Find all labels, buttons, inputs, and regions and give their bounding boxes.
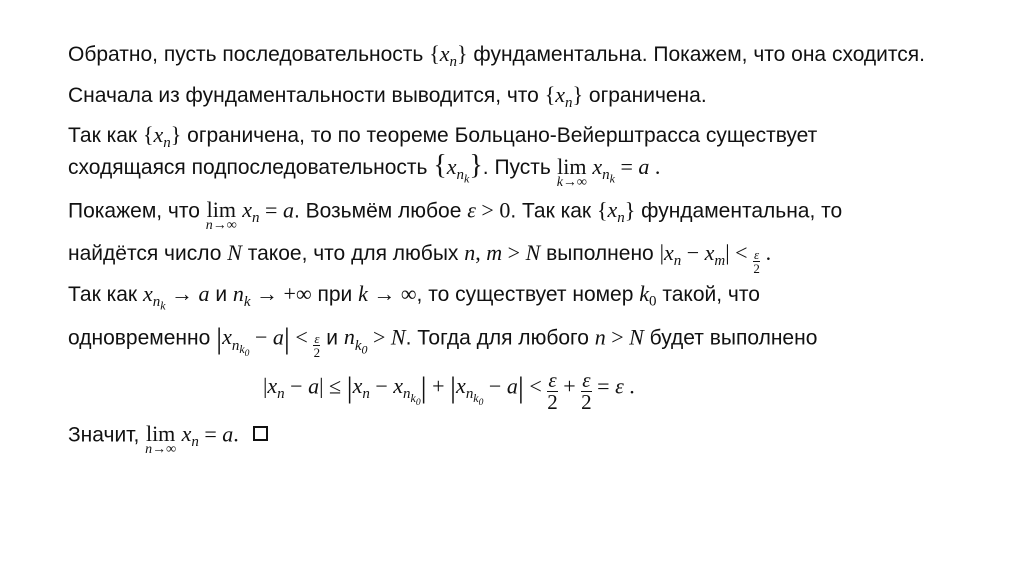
fraction-eps-half: $\frac{\varepsilon}{2}$ [547, 368, 558, 414]
text: . Тогда для любого [405, 326, 595, 350]
text: и [320, 326, 344, 350]
text-line-2: Сначала из фундаментальности выводится, что $\{x_n\}$ ограничена. [68, 82, 707, 112]
text: Так как [68, 283, 143, 306]
text: . Возьмём любое [293, 199, 468, 223]
text-line-8: одновременно $|x_{n_{k_0}} - a|$ < $\frac{\varepsilon}{2}$ и $n_{k_0} > N$. Тогда для любого n > N будет выполнено [68, 322, 818, 360]
display-inequality: $|x_n - a| \le |x_n - x_{n_{k_0}}| + |x_{n_{k_0}} - a|$ < $\frac{\varepsilon}{2}$ + $\frac{\varepsilon}{2}$ = ε . [263, 368, 635, 414]
text: найдётся число [68, 242, 228, 265]
text: фундаментальна. Покажем, что она сходится. [467, 43, 925, 66]
text: Значит, [68, 423, 146, 447]
text: выполнено [540, 242, 660, 265]
text: такой, что [656, 283, 760, 306]
text-line-5: Покажем, что lim n→∞ $x_n = a$. Возьмём любое ε > 0. Так как $\{x_n\}$ фундаментальна, то [68, 197, 843, 233]
text: Покажем, что [68, 199, 206, 223]
text: . Так как [510, 199, 597, 223]
text: и [209, 283, 233, 306]
text: при [311, 283, 359, 306]
text-line-3: Так как $\{x_n\}$ ограничена, то по теореме Больцано-Вейерштрасса существует [68, 122, 818, 152]
fraction-eps-half: $\frac{\varepsilon}{2}$ [581, 368, 592, 414]
text-line-7: Так как $x_{n_k} \to a$ и $n_k$ → +∞ при k → ∞, то существует номер $k_0$ такой, что [68, 281, 760, 313]
text-line-1: Обратно, пусть последовательность $\{x_n\}$ фундаментальна. Покажем, что она сходится. [68, 41, 925, 71]
limit-operator: lim k→∞ [556, 153, 587, 190]
text: . Пусть [482, 156, 557, 179]
text: сходящаяся подпоследовательность [68, 156, 434, 179]
text: Так как [68, 124, 143, 147]
text: , то существует номер [416, 283, 640, 306]
text: Сначала из фундаментальности выводится, что [68, 84, 545, 107]
text: Обратно, пусть последовательность [68, 43, 430, 66]
text: такое, что для любых [241, 242, 465, 265]
limit-operator: lim n→∞ [205, 197, 237, 233]
text: будет выполнено [643, 326, 818, 350]
text: фундаментальна, то [635, 199, 843, 223]
text: ограничена, то по теореме Больцано-Вейерштрасса существует [181, 124, 818, 147]
text: ограничена. [583, 84, 707, 107]
text-line-4: сходящаяся подпоследовательность $\{x_{n_k}\}$. Пусть lim k→∞ $x_{n_k} = a$ . [68, 150, 661, 190]
fraction-eps-half: $\frac{\varepsilon}{2}$ [313, 331, 321, 360]
qed-square-icon [253, 426, 268, 441]
fraction-eps-half: $\frac{\varepsilon}{2}$ [753, 246, 760, 276]
limit-operator: lim n→∞ [145, 421, 177, 457]
text-line-6: найдётся число N такое, что для любых n, m > N выполнено $|x_n - x_m|$ < $\frac{\varepsilon}{2}$ . [68, 240, 772, 276]
text-line-10: Значит, lim n→∞ $x_n = a$. [68, 423, 268, 457]
text: одновременно [68, 326, 217, 350]
